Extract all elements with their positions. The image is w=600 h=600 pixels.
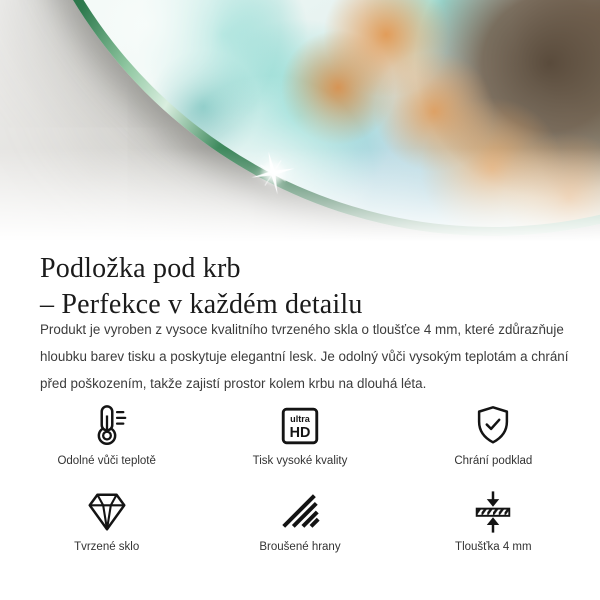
features-grid — [10, 403, 590, 553]
shield-check-icon — [470, 403, 516, 449]
feature-label: Tloušťka 4 mm — [455, 541, 532, 553]
feature-label: Tisk vysoké kvality — [252, 455, 348, 467]
feature-thickness — [397, 489, 590, 553]
hatched-edges-icon — [277, 489, 323, 535]
feature-label: Chrání podklad — [454, 455, 533, 467]
feature-polished-edges — [203, 489, 396, 553]
page-title-line2: – Perfekce v každém detailu — [40, 288, 363, 320]
page-title — [40, 251, 363, 323]
thickness-compress-icon — [470, 489, 516, 535]
feature-label: Odolné vůči teplotě — [57, 455, 156, 467]
ultra-hd-icon — [277, 403, 323, 449]
product-description: Produkt je vyroben z vysoce kvalitního tvrzeného skla o tloušťce 4 mm, které zdůrazňuje hloubku barev tisku a poskytuje elegantní lesk. Je odolný vůči vysokým teplotám a chrání před poškozením, takže zajistí prostor kolem krbu na dlouhá léta. — [40, 322, 569, 392]
feature-tempered-glass — [10, 489, 203, 553]
page-title-line1: Podložka pod krb — [40, 252, 241, 284]
feature-protects-surface — [397, 403, 590, 467]
feature-heat-resistant — [10, 403, 203, 467]
feature-print-quality — [203, 403, 396, 467]
ultra-hd-text-top: ultra — [290, 414, 310, 425]
feature-label: Broušené hrany — [259, 541, 341, 553]
product-photo — [0, 0, 600, 250]
thermometer-icon — [84, 403, 130, 449]
ultra-hd-text-bottom: HD — [289, 425, 311, 442]
diamond-icon — [84, 489, 130, 535]
feature-label: Tvrzené sklo — [74, 541, 140, 553]
photo-bottom-fade — [0, 148, 600, 250]
